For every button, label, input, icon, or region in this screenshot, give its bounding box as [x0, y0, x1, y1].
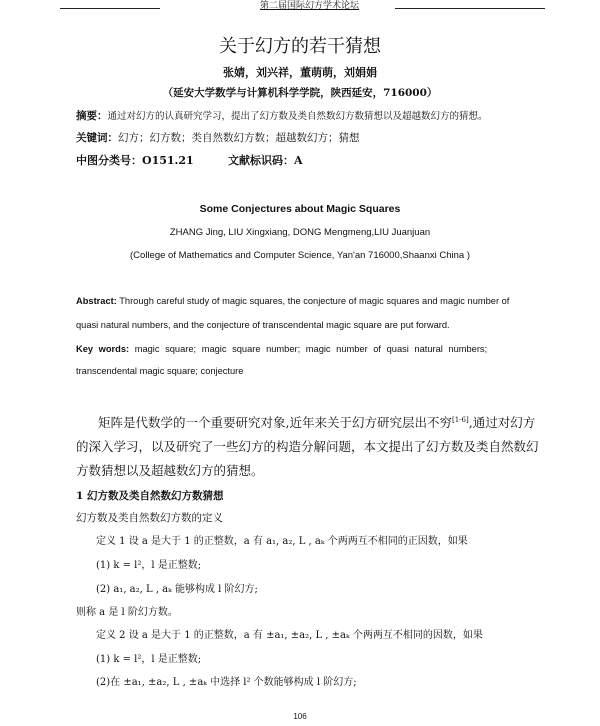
intro-text-1b: ,通过对幻方 — [468, 415, 536, 430]
abstract-cn-label: 摘要： — [76, 110, 108, 122]
intro-line-1 — [98, 413, 535, 431]
authors-cn: 张婧，刘兴祥，董萌萌，刘娟娟 — [223, 66, 377, 79]
header-rule-left — [60, 8, 160, 9]
keywords-cn-text: 幻方；幻方数；类自然数幻方数；超越数幻方；猜想 — [118, 132, 360, 144]
keywords-cn — [76, 130, 360, 145]
definition-1-conclusion: 则称 a 是 l 阶幻方数。 — [76, 607, 178, 618]
definition-2: 定义 2 设 a 是大于 1 的正整数，a 有 ±a₁, ±a₂, L , ±aₖ 个两两互不相同的因数，如果 — [96, 630, 483, 641]
abstract-en-text-2: quasi natural numbers, and the conjecture of transcendental magic square are put forward. — [76, 320, 450, 330]
affiliation-en: (College of Mathematics and Computer Science, Yan'an 716000,Shaanxi China ) — [130, 250, 470, 261]
definition-2-condition-1: (1) k = l²，l 是正整数; — [96, 654, 202, 665]
keywords-en-text-2: transcendental magic square; conjecture — [76, 366, 244, 376]
abstract-cn-text: 通过对幻方的认真研究学习，提出了幻方数及类自然数幻方数猜想以及超越数幻方的猜想。 — [107, 111, 488, 122]
keywords-cn-label: 关键词： — [76, 132, 118, 144]
doc-code-value: A — [294, 154, 303, 167]
doc-code-label: 文献标识码： — [228, 154, 294, 167]
abstract-cn — [76, 108, 488, 123]
intro-line-3: 方数猜想以及超越数幻方的猜想。 — [76, 463, 264, 478]
doc-code-line — [228, 152, 303, 168]
subsection-1-heading: 幻方数及类自然数幻方数的定义 — [76, 512, 223, 524]
running-header: 第二届国际幻方学术论坛 — [260, 1, 360, 11]
definition-1: 定义 1 设 a 是大于 1 的正整数，a 有 a₁, a₂, L , aₖ 个两两互不相同的正因数，如果 — [96, 536, 468, 547]
page-number: 106 — [293, 712, 307, 721]
abstract-en-label: Abstract: — [76, 296, 117, 306]
affiliation-cn: （延安大学数学与计算机科学学院，陕西延安，716000） — [162, 87, 438, 99]
definition-2-condition-2: (2)在 ±a₁, ±a₂, L , ±aₖ 中选择 l² 个数能够构成 l 阶幻方; — [96, 677, 357, 688]
header-rule-right — [395, 8, 545, 9]
intro-citation: [1-6] — [451, 415, 469, 424]
section-1-heading: 1 幻方数及类自然数幻方数猜想 — [76, 490, 224, 502]
intro-text-1: 矩阵是代数学的一个重要研究对象,近年来关于幻方研究层出不穷 — [98, 415, 452, 430]
abstract-en-text-1: Through careful study of magic squares, the conjecture of magic squares and magic number of — [119, 296, 510, 306]
intro-line-2: 的深入学习，以及研究了一些幻方的构造分解问题，本文提出了幻方数及类自然数幻 — [76, 439, 539, 454]
definition-1-condition-2: (2) a₁, a₂, L , aₖ 能够构成 l 阶幻方; — [96, 584, 258, 595]
paper-title-cn: 关于幻方的若干猜想 — [219, 36, 381, 57]
clc-value: O151.21 — [142, 154, 194, 167]
keywords-en-text-1: magic square; magic square number; magic number of quasi natural numbers; — [134, 344, 488, 354]
keywords-en-label: Key words: — [76, 344, 130, 354]
clc-label: 中图分类号： — [76, 154, 142, 167]
authors-en: ZHANG Jing, LIU Xingxiang, DONG Mengmeng,LIU Juanjuan — [169, 227, 431, 238]
keywords-en-line1 — [76, 344, 487, 354]
paper-title-en: Some Conjectures about Magic Squares — [199, 203, 401, 215]
clc-line — [76, 152, 194, 168]
abstract-en-line1 — [76, 296, 509, 306]
definition-1-condition-1: (1) k = l²，l 是正整数; — [96, 560, 202, 571]
